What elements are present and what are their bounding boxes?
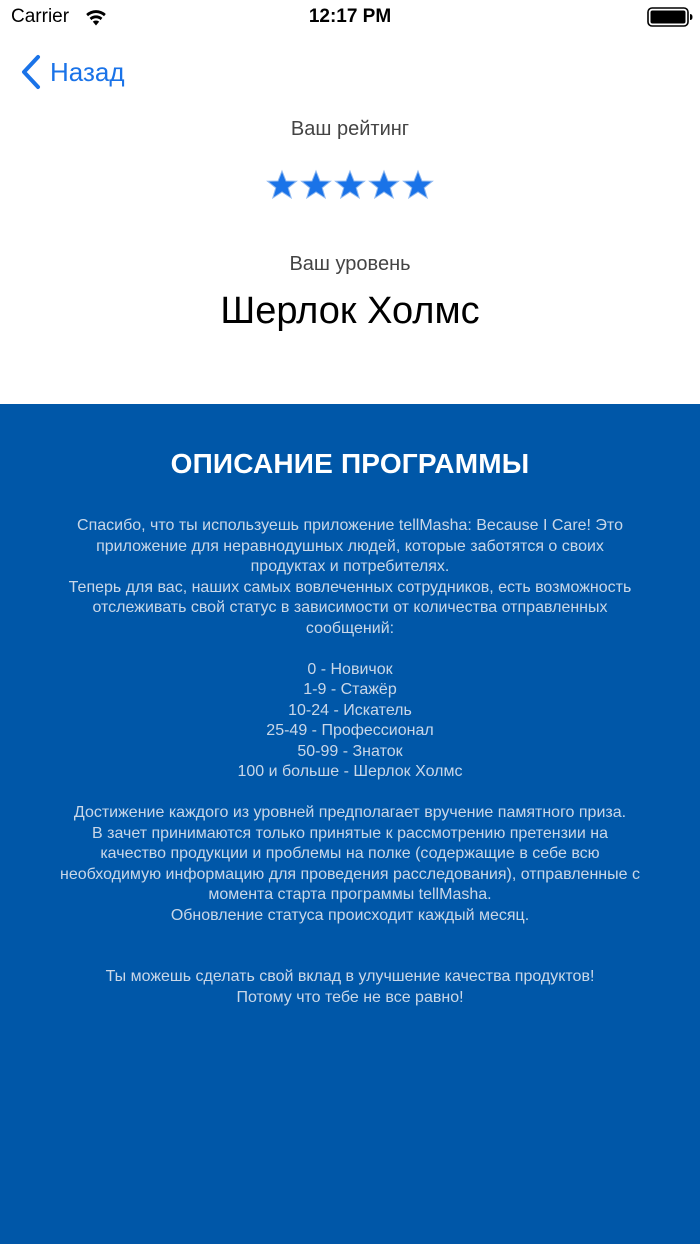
clock: 12:17 PM (308, 6, 392, 27)
star-icon (334, 169, 366, 201)
rating-stars (266, 169, 434, 205)
intro-line: сообщений: (305, 619, 395, 637)
back-button-label: Назад (50, 56, 125, 87)
rules-line: необходимую информацию для проведения расследования), отправленные с (60, 865, 640, 883)
rules-line: момента старта программы tellMasha. (208, 886, 492, 903)
rules-line: В зачет принимаются только принятые к рассмотрению претензии на (92, 824, 608, 842)
status-bar (0, 0, 700, 36)
level-item: 1-9 - Стажёр (303, 681, 397, 698)
star-icon (402, 169, 434, 201)
rating-title: Ваш рейтинг (290, 118, 410, 140)
level-title: Ваш уровень (289, 253, 411, 275)
closing-line: Потому что тебе не все равно! (236, 988, 464, 1006)
rules-line: качество продукции и проблемы на полке (содержащие в себе всю (100, 845, 600, 862)
back-button[interactable] (20, 53, 125, 91)
intro-line: Теперь для вас, наших самых вовлеченных сотрудников, есть возможность (68, 578, 632, 596)
intro-line: продуктах и потребителях. (250, 558, 450, 575)
battery-icon (647, 7, 693, 27)
level-value: Шерлок Холмс (220, 290, 480, 332)
level-item: 100 и больше - Шерлок Холмс (237, 763, 463, 780)
intro-line: Спасибо, что ты используешь приложение tellMasha: Because I Care! Это (77, 517, 623, 534)
star-icon (266, 169, 298, 201)
carrier-label: Carrier (11, 6, 70, 27)
rules-line: Обновление статуса происходит каждый месяц. (170, 906, 530, 924)
intro-line: приложение для неравнодушных людей, которые заботятся о своих (96, 537, 604, 555)
chevron-left-icon (20, 54, 42, 90)
level-item: 50-99 - Знаток (297, 742, 403, 760)
level-item: 25-49 - Профессионал (266, 722, 434, 739)
level-item: 0 - Новичок (307, 660, 393, 678)
star-icon (368, 169, 400, 201)
star-icon (300, 169, 332, 201)
closing-line: Ты можешь сделать свой вклад в улучшение качества продуктов! (105, 968, 595, 985)
rules-line: Достижение каждого из уровней предполагает вручение памятного приза. (73, 804, 627, 821)
level-item: 10-24 - Искатель (288, 701, 412, 719)
intro-line: отслеживать свой статус в зависимости от количества отправленных (92, 599, 608, 616)
description-body (30, 516, 670, 1008)
description-heading: ОПИСАНИЕ ПРОГРАММЫ (170, 448, 530, 479)
program-description (0, 404, 700, 1244)
